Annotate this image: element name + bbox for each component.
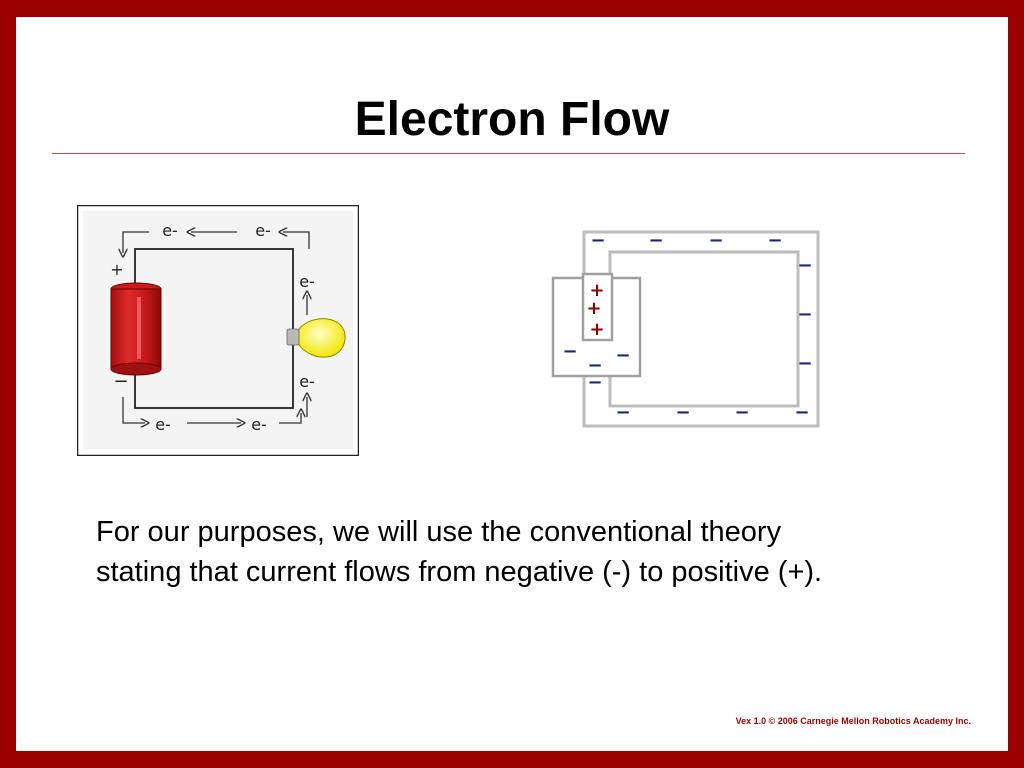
- charge-distribution-diagram: [548, 226, 828, 432]
- negative-charge-3: −: [708, 230, 724, 251]
- battery-positive-label: +: [110, 260, 124, 279]
- title-divider: [52, 153, 965, 154]
- negative-charge-11: −: [587, 372, 603, 393]
- negative-charge-12: −: [615, 402, 631, 423]
- negative-charge-7: −: [797, 353, 813, 374]
- slide-title: Electron Flow: [354, 93, 670, 146]
- electron-label-bottom-left: e-: [155, 415, 171, 434]
- electron-label-right-lower: e-: [299, 372, 315, 391]
- negative-charge-14: −: [734, 402, 750, 423]
- body-paragraph: For our purposes, we will use the conventional theory stating that current flows from negative (-) to positive (+).: [96, 516, 823, 588]
- negative-charge-10: −: [587, 355, 603, 376]
- negative-charge-5: −: [797, 255, 813, 276]
- negative-charge-13: −: [675, 402, 691, 423]
- negative-charge-2: −: [648, 230, 664, 251]
- positive-charge-2: +: [586, 298, 602, 319]
- charge-illustration: [548, 226, 828, 432]
- electron-label-top-left: e-: [162, 221, 178, 240]
- positive-charge-3: +: [589, 319, 605, 340]
- electron-label-bottom-right: e-: [251, 415, 267, 434]
- copyright-footer: Vex 1.0 © 2006 Carnegie Mellon Robotics Academy Inc.: [735, 716, 971, 726]
- negative-charge-15: −: [794, 402, 810, 423]
- negative-charge-4: −: [767, 230, 783, 251]
- battery-negative-label: −: [113, 371, 129, 392]
- positive-charge-1: +: [589, 280, 605, 301]
- electron-flow-circuit-diagram: [77, 205, 359, 456]
- circuit-illustration: [77, 205, 359, 456]
- negative-charge-8: −: [562, 341, 578, 362]
- negative-charge-9: −: [615, 345, 631, 366]
- negative-charge-6: −: [797, 304, 813, 325]
- electron-label-top-right: e-: [255, 221, 271, 240]
- electron-label-right-upper: e-: [299, 272, 315, 291]
- negative-charge-1: −: [590, 230, 606, 251]
- battery-icon: [111, 283, 161, 375]
